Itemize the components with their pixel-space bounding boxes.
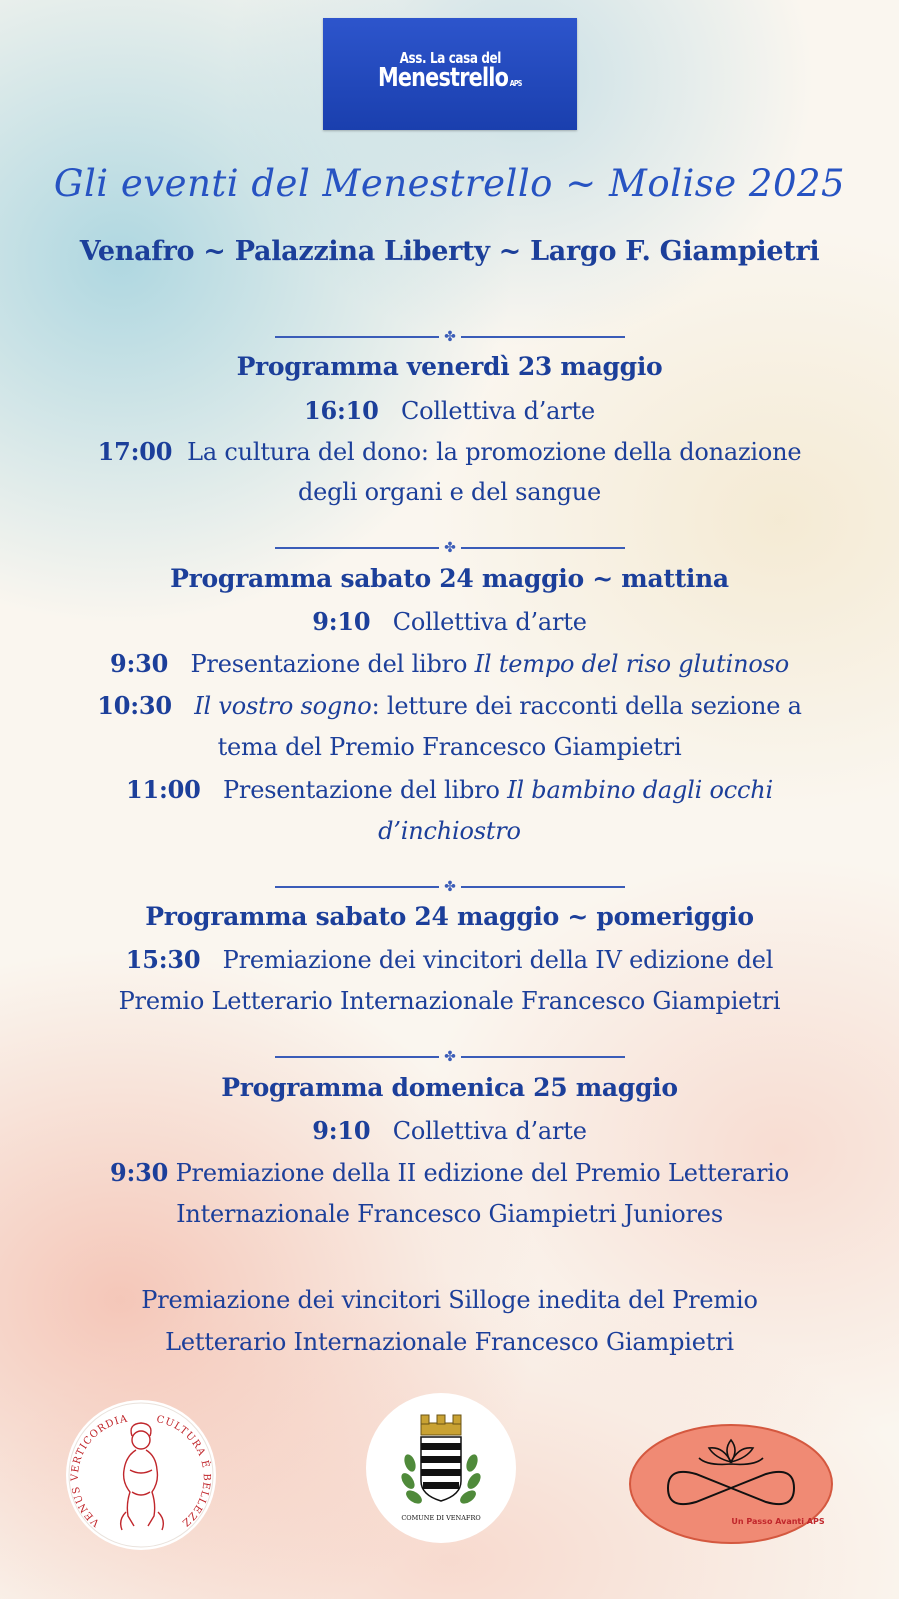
shield-icon (421, 1437, 461, 1501)
schedule-item: 11:00 Presentazione del libro Il bambino dagli occhi (126, 775, 773, 804)
svg-text:VENUS VERTICORDIA: VENUS VERTICORDIA (69, 1413, 130, 1529)
schedule-item: 15:30 Premiazione dei vincitori della IV edizione del (125, 945, 774, 974)
section-divider (275, 541, 625, 555)
crown-icon (421, 1415, 461, 1435)
schedule-item: 9:30 Presentazione del libro Il tempo del riso glutinoso (110, 649, 789, 678)
closing-line: Premiazione dei vincitori Silloge inedita del Premio (141, 1286, 758, 1314)
schedule-item-cont: tema del Premio Francesco Giampietri (217, 733, 682, 761)
section-heading-friday: Programma venerdì 23 maggio (236, 352, 663, 381)
ornament-icon: ✤ (444, 879, 456, 895)
ornament-icon: ✤ (444, 1049, 456, 1065)
section-heading-saturday-morning: Programma sabato 24 maggio ~ mattina (170, 564, 729, 593)
un-passo-avanti-logo (628, 1422, 834, 1546)
menestrello-logo (323, 18, 577, 130)
schedule-item: 9:30 Premiazione della II edizione del Premio Letterario (110, 1158, 789, 1187)
schedule-item-cont: Internazionale Francesco Giampietri Juniores (176, 1200, 723, 1228)
page-title: Gli eventi del Menestrello ~ Molise 2025 (53, 162, 846, 205)
schedule-item: 16:10 Collettiva d’arte (303, 396, 596, 425)
schedule-item: 17:00 La cultura del dono: la promozione della donazione (97, 437, 802, 466)
schedule-item-cont: d’inchiostro (378, 817, 521, 845)
svg-text:CULTURA È BELLEZZA: CULTURA È BELLEZZ (155, 1414, 212, 1529)
schedule-item: 10:30 Il vostro sogno: letture dei racconti della sezione a (97, 691, 802, 720)
schedule-item: 9:10 Collettiva d’arte (312, 1116, 587, 1145)
logo-line2: Menestrello APS (378, 63, 522, 93)
section-divider (275, 330, 625, 344)
section-divider (275, 880, 625, 894)
schedule-item: 9:10 Collettiva d’arte (312, 607, 587, 636)
venus-verticordia-logo (66, 1400, 216, 1550)
schedule-item-cont: Premio Letterario Internazionale Francesco Giampietri (118, 987, 781, 1015)
comune-di-venafro-logo (366, 1393, 516, 1543)
schedule-item-cont: degli organi e del sangue (297, 478, 602, 506)
page-subtitle: Venafro ~ Palazzina Liberty ~ Largo F. Giampietri (79, 236, 820, 267)
section-heading-sunday: Programma domenica 25 maggio (221, 1073, 678, 1102)
section-heading-saturday-afternoon: Programma sabato 24 maggio ~ pomeriggio (145, 902, 754, 931)
section-divider (275, 1050, 625, 1064)
ornament-icon: ✤ (444, 329, 456, 345)
logo-sup: APS (509, 79, 522, 88)
closing-line: Letterario Internazionale Francesco Giampietri (165, 1328, 734, 1356)
passo-label: Un Passo Avanti APS (731, 1517, 825, 1526)
ornament-icon: ✤ (444, 540, 456, 556)
comune-label: COMUNE DI VENAFRO (401, 1514, 481, 1522)
logo-line1: Ass. La casa del (399, 49, 501, 67)
